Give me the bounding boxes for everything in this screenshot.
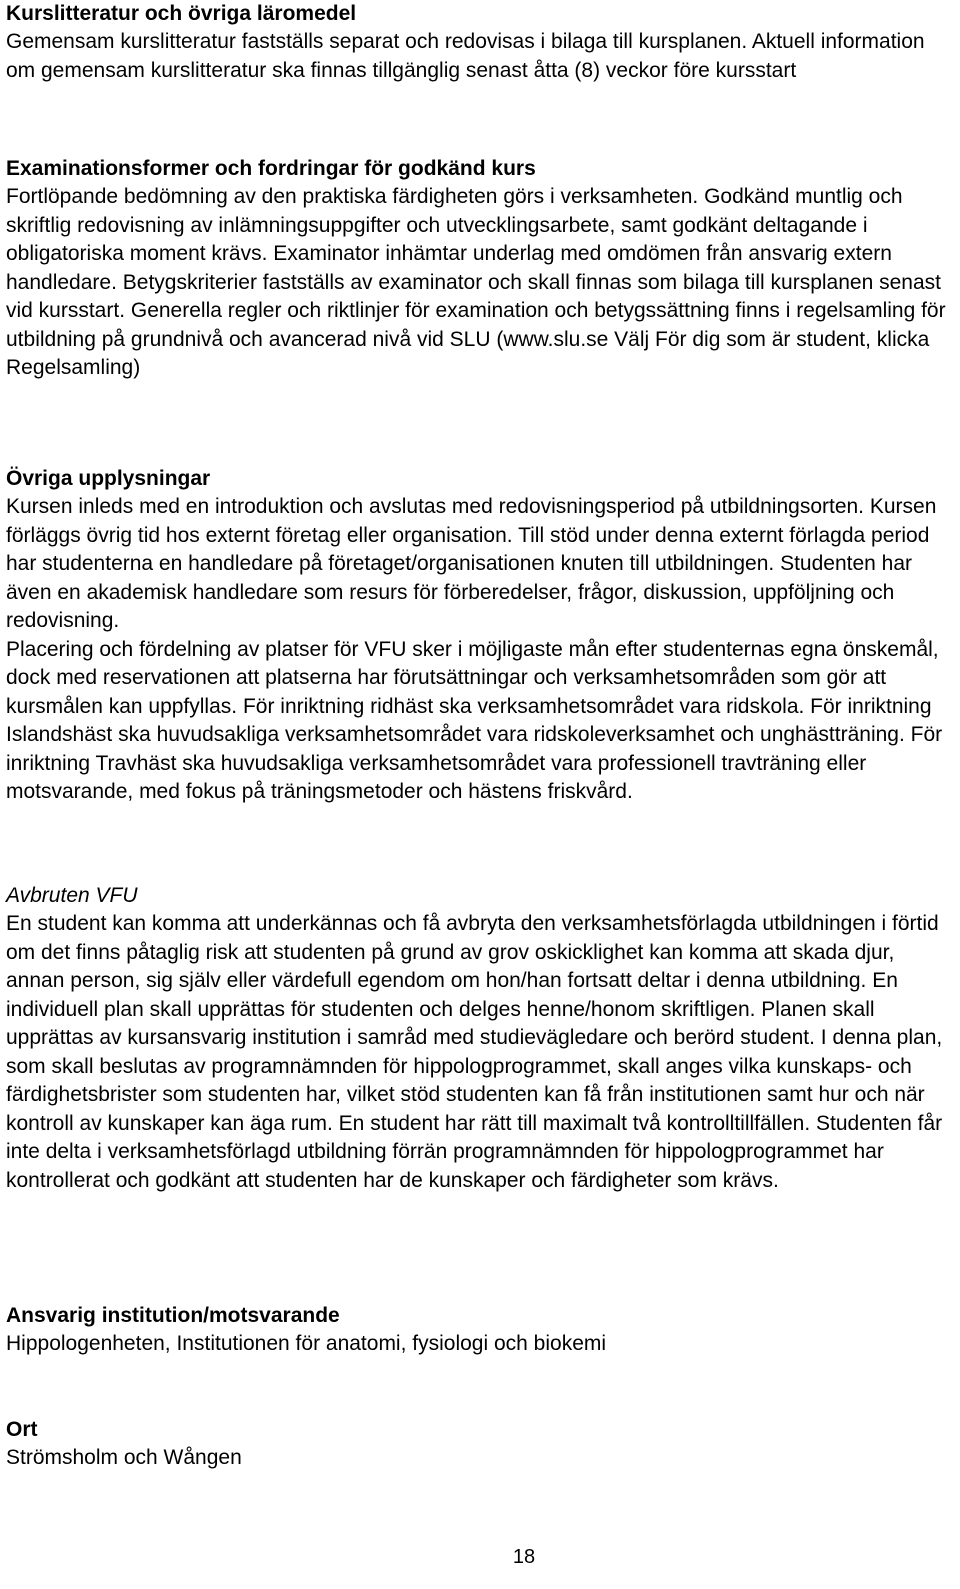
section-responsible: [6, 1302, 946, 1359]
section-body: Strömsholm och Wången: [6, 1446, 242, 1469]
page-number: 18: [512, 1546, 536, 1568]
section-other-info: [6, 465, 946, 807]
section-body: Fortlöpande bedömning av den praktiska färdigheten görs i verksamheten. Godkänd muntlig och skriftlig redovisning av inlämningsuppgifter och utvecklingsarbete, samt godkänt deltagande i obligatoriska moment krävs. Examinator inhämtar underlag med omdömen från ansvarig extern handledare. Betygskriterier fastställs av examinator och skall finnas som bilaga till kursplanen senast vid kursstart. Generella regler och riktlinjer för examination och betygssättning finns i regelsamling för utbildning på grundnivå och avancerad nivå vid SLU (www.slu.se Välj För dig som är student, klicka Regelsamling): [6, 185, 946, 379]
section-body: Hippologenheten, Institutionen för anatomi, fysiologi och biokemi: [6, 1332, 607, 1355]
section-heading: Övriga upplysningar: [6, 467, 211, 490]
section-location: [6, 1416, 946, 1473]
section-subheading: Avbruten VFU: [6, 884, 138, 907]
section-heading: Ort: [6, 1418, 38, 1441]
section-heading: Kurslitteratur och övriga läromedel: [6, 2, 357, 25]
section-heading: Ansvarig institution/motsvarande: [6, 1304, 340, 1327]
section-body: Gemensam kurslitteratur fastställs separat och redovisas i bilaga till kursplanen. Aktuell information om gemensam kurslitteratur ska finnas tillgänglig senast åtta (8) veckor före kursstart: [6, 30, 925, 82]
section-literature: [6, 0, 946, 85]
section-paragraph: Placering och fördelning av platser för VFU sker i möjligaste mån efter studenternas egna önskemål, dock med reservationen att platserna har förutsättningar och verksamhetsområden som gör att kursmålen kan uppfyllas. För inriktning ridhäst ska verksamhetsområdet vara ridskola. För inriktning Islandshäst ska huvudsakliga verksamhetsområdet vara ridskoleverksamhet och unghästträning. För inriktning Travhäst ska huvudsakliga verksamhetsområdet vara professionell travträning eller motsvarande, med fokus på träningsmetoder och hästens friskvård.: [6, 637, 943, 803]
section-body: En student kan komma att underkännas och få avbryta den verksamhetsförlagda utbildningen i förtid om det finns påtaglig risk att studenten på grund av grov oskicklighet kan komma att skada djur, annan person, sig själv eller värdefull egendom om hon/han fortsatt deltar i denna utbildning. En individuell plan skall upprättas för studenten och delges henne/honom skriftligen. Planen skall upprättas av kursansvarig institution i samråd med studievägledare och berörd student. I denna plan, som skall beslutas av programnämnden för hippologprogrammet, skall anges vilka kunskaps- och färdighetsbrister som studenten har, vilket stöd studenten kan få från institutionen samt hur och när kontroll av kunskaper kan äga rum. En student har rätt till maximalt två kontrolltillfällen. Studenten får inte delta i verksamhetsförlagd utbildning förrän programnämnden för hippologprogrammet har kontrollerat och godkänt att studenten har de kunskaper och färdigheter som krävs.: [6, 912, 943, 1192]
section-examination: [6, 155, 946, 383]
section-heading: Examinationsformer och fordringar för godkänd kurs: [6, 157, 536, 180]
section-paragraph: Kursen inleds med en introduktion och avslutas med redovisningsperiod på utbildningsorten. Kursen förläggs övrig tid hos externt företag eller organisation. Till stöd under denna externt förlagda period har studenterna en handledare på företaget/organisationen knuten till utbildningen. Studenten har även en akademisk handledare som resurs för förberedelser, frågor, diskussion, uppföljning och redovisning.: [6, 495, 937, 632]
section-aborted-vfu: [6, 882, 946, 1195]
